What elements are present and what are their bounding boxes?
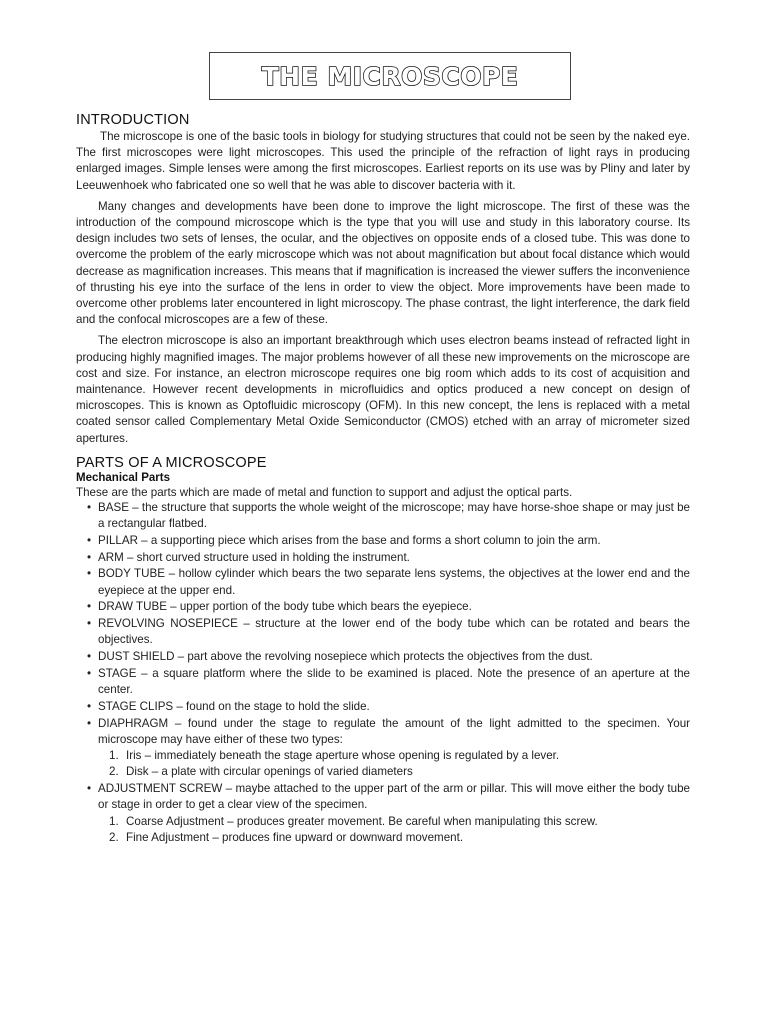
intro-paragraph-3: The electron microscope is also an important breakthrough which uses electron beams instead of refracted light in producing highly magnified images. The major problems however of all these new improvements on the microscope are cost and size. For instance, an electron microscope requires one big room which adds to its cost of acquisition and maintenance. However recent developments in microfluidics and optics produced a new concept on design of microscopes. This is known as Optofluidic microscopy (OFM). In this new concept, the lens is replaced with a metal coated sensor called Complementary Metal Oxide Semiconductor (CMOS) etched with an array of micrometer sized apertures. — [76, 334, 690, 445]
adjustment-screw-text: ADJUSTMENT SCREW – maybe attached to the upper part of the arm or pillar. This will move either the body tube or stage in order to get a clear view of the specimen. — [98, 782, 690, 812]
list-item-pillar: • PILLAR – a supporting piece which arises from the base and forms a short column to join the arm. — [98, 533, 690, 549]
document-body — [76, 111, 690, 847]
diaphragm-text: DIAPHRAGM – found under the stage to regulate the amount of the light admitted to the specimen. Your microscope may have either of these two types: — [98, 716, 690, 747]
parts-heading: PARTS OF A MICROSCOPE — [76, 454, 267, 471]
sub-list-item — [109, 830, 690, 846]
intro-paragraph-2: Many changes and developments have been done to improve the light microscope. The first of these was the introduction of the compound microscope which is the type that you will use and study in this laboratory course. Its design includes two sets of lenses, the ocular, and the objectives on opposite ends of a closed tube. This was done to overcome the problem of the early microscope which was not about magnification but about focal distance which would decrease as magnification increases. This means that if magnification is increased the viewer suffers the inconvenience of thrusting his eye into the surface of the lens in order to view the object. More improvements have been made to overcome other problems later encountered in light microscopy. The phase contrast, the light interference, the dark field and the confocal microscopes are a few of these. — [76, 199, 690, 327]
diaphragm-types-list — [98, 748, 690, 780]
list-item-body-tube: • BODY TUBE – hollow cylinder which bears the two separate lens systems, the objectives at the lower end and the eyepiece at the upper end. — [98, 566, 690, 598]
list-item-revolving-nosepiece: • REVOLVING NOSEPIECE – structure at the lower end of the body tube which can be rotated and bears the objectives. — [98, 616, 690, 648]
list-item-stage: • STAGE – a square platform where the slide to be examined is placed. Note the presence of an aperture at the center. — [98, 666, 690, 698]
sub-item-number: 1. — [109, 749, 119, 763]
title-box — [209, 52, 571, 100]
sub-item-number: 2. — [109, 830, 119, 844]
introduction-heading: INTRODUCTION — [76, 112, 190, 128]
adjustment-types-list — [98, 814, 690, 846]
sub-item-text: Fine Adjustment – produces fine upward or downward movement. — [126, 830, 464, 844]
sub-list-item — [109, 748, 690, 764]
mechanical-parts-subheading: Mechanical Parts — [76, 471, 170, 484]
sub-item-text: Disk – a plate with circular openings of varied diameters — [126, 765, 413, 779]
list-item-dust-shield: • DUST SHIELD – part above the revolving nosepiece which protects the objectives from the dust. — [98, 649, 690, 665]
list-item-arm: • ARM – short curved structure used in holding the instrument. — [98, 550, 690, 566]
intro-paragraph-1: The microscope is one of the basic tools in biology for studying structures that could not be seen by the naked eye. The first microscopes were light microscopes. This used the principle of the refraction of light rays in producing enlarged images. Simple lenses were among the first microscopes. Earliest reports on its use was by Pliny and later by Leeuwenhoek who fabricated one so well that he was able to discover bacteria with it. — [76, 130, 690, 192]
sub-item-text: Coarse Adjustment – produces greater movement. Be careful when manipulating this screw. — [126, 814, 598, 828]
mechanical-parts-list — [76, 500, 690, 846]
page-title: THE MICROSCOPE — [261, 61, 519, 91]
list-item-diaphragm — [98, 716, 690, 781]
sub-item-text: Iris – immediately beneath the stage aperture whose opening is regulated by a lever. — [126, 749, 560, 763]
list-item-base: • BASE – the structure that supports the whole weight of the microscope; may have horse-shoe shape or may just be a rectangular flatbed. — [98, 500, 690, 532]
sub-list-item — [109, 764, 690, 780]
parts-lead: These are the parts which are made of metal and function to support and adjust the optical parts. — [76, 485, 573, 499]
list-item-draw-tube: • DRAW TUBE – upper portion of the body tube which bears the eyepiece. — [98, 599, 690, 615]
list-item-adjustment-screw — [98, 781, 690, 846]
sub-item-number: 1. — [109, 814, 119, 828]
sub-list-item — [109, 814, 690, 830]
list-item-stage-clips: • STAGE CLIPS – found on the stage to hold the slide. — [98, 699, 690, 715]
sub-item-number: 2. — [109, 765, 119, 779]
